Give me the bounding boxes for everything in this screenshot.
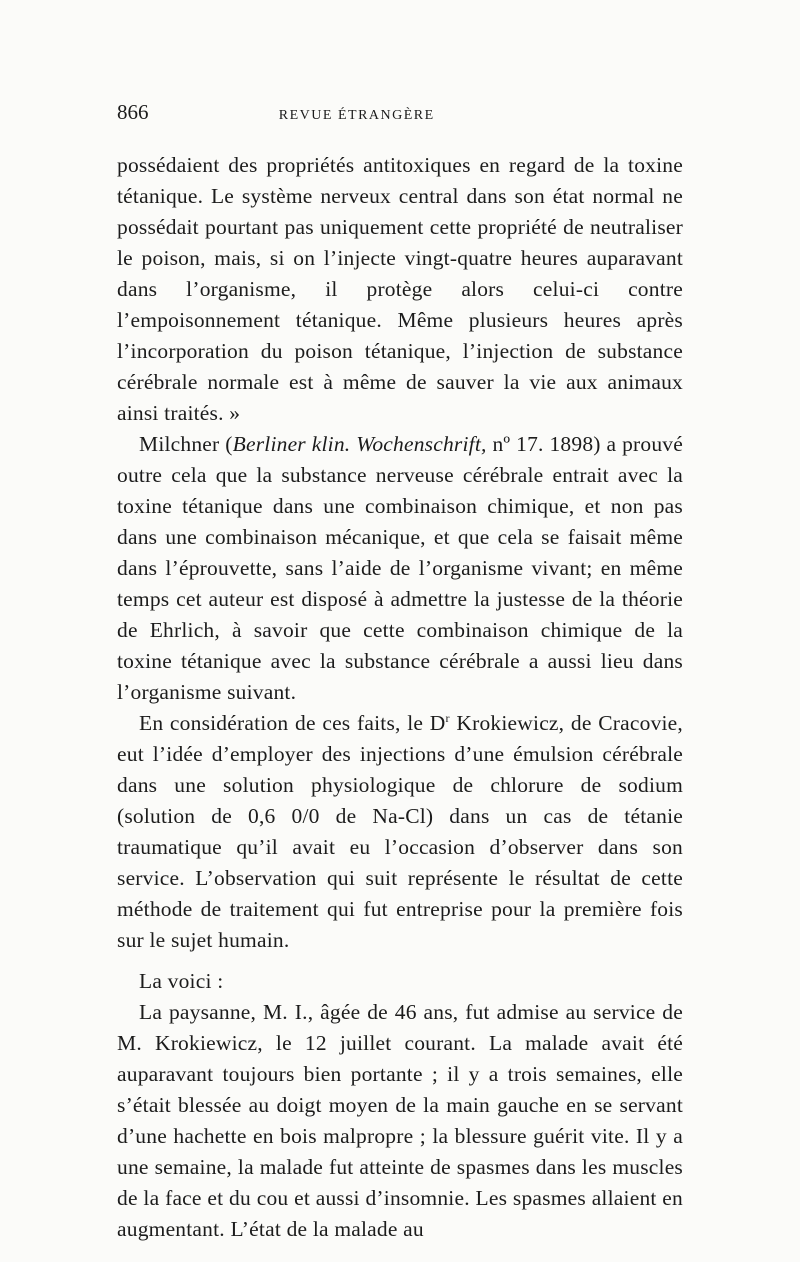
paragraph-case: La paysanne, M. I., âgée de 46 ans, fut admise au service de M. Krokiewicz, le 12 juillet courant. La malade avait été auparavant toujours bien portante ; il y a trois semaines, elle s’était blessée au doigt moyen de la main gauche en se servant d’une hachette en bois malpropre ; la blessure guérit vite. Il y a une semaine, la malade fut atteinte de spasmes dans les muscles de la face et du cou et aussi d’insomnie. Les spasmes allaient en augmentant. L’état de la malade au <box>117 1000 683 1241</box>
page <box>117 100 683 1245</box>
milchner-text: nº 17. 1898) a prouvé outre cela que la substance nerveuse cérébrale entrait avec la toxine tétanique dans une combinaison chimique, et non pas dans une combinaison mécanique, et que cela se faisait même dans l’éprouvette, sans l’aide de l’organisme vivant; en même temps cet auteur est disposé à admettre la justesse de la théorie de Ehrlich, à savoir que cette combinaison chimique de la toxine tétanique avec la substance cérébrale a aussi lieu dans l’organisme suivant. <box>117 432 683 704</box>
paragraph-krokiewicz <box>117 708 683 956</box>
journal-title: Berliner klin. Wochenschrift, <box>232 432 487 456</box>
krokiewicz-after: Krokiewicz, de Cracovie, eut l’idée d’employer des injections d’une émulsion cérébrale dans une solution physiologique de chlorure de sodium (solution de 0,6 0/0 de Na-Cl) dans un cas de tétanie traumatique qu’il avait eu l’occasion d’observer dans son service. L’observation qui suit représente le résultat de cette méthode de traitement qui fut entreprise pour la première fois sur le sujet humain. <box>117 711 684 952</box>
body-text <box>117 150 683 1245</box>
paragraph-continuation: possédaient des propriétés antitoxiques en regard de la toxine tétanique. Le système nerveux central dans son état normal ne possédait pourtant pas uniquement cette propriété de neutraliser le poison, mais, si on l’injecte vingt-quatre heures auparavant dans l’organisme, il protège alors celui-ci contre l’empoisonnement tétanique. Même plusieurs heures après l’incorporation du poison tétanique, l’injection de substance cérébrale normale est à même de sauver la vie aux animaux ainsi traités. » <box>117 153 683 425</box>
doctor-superscript: r <box>445 710 450 725</box>
paragraph-la-voici: La voici : <box>139 969 224 993</box>
running-title: REVUE ÉTRANGÈRE <box>278 108 435 123</box>
krokiewicz-before: En considération de ces faits, le D <box>139 711 446 735</box>
page-number: 866 <box>117 100 149 124</box>
paragraph-milchner <box>117 429 683 708</box>
page-header <box>117 100 683 126</box>
milchner-author: Milchner ( <box>139 432 233 456</box>
